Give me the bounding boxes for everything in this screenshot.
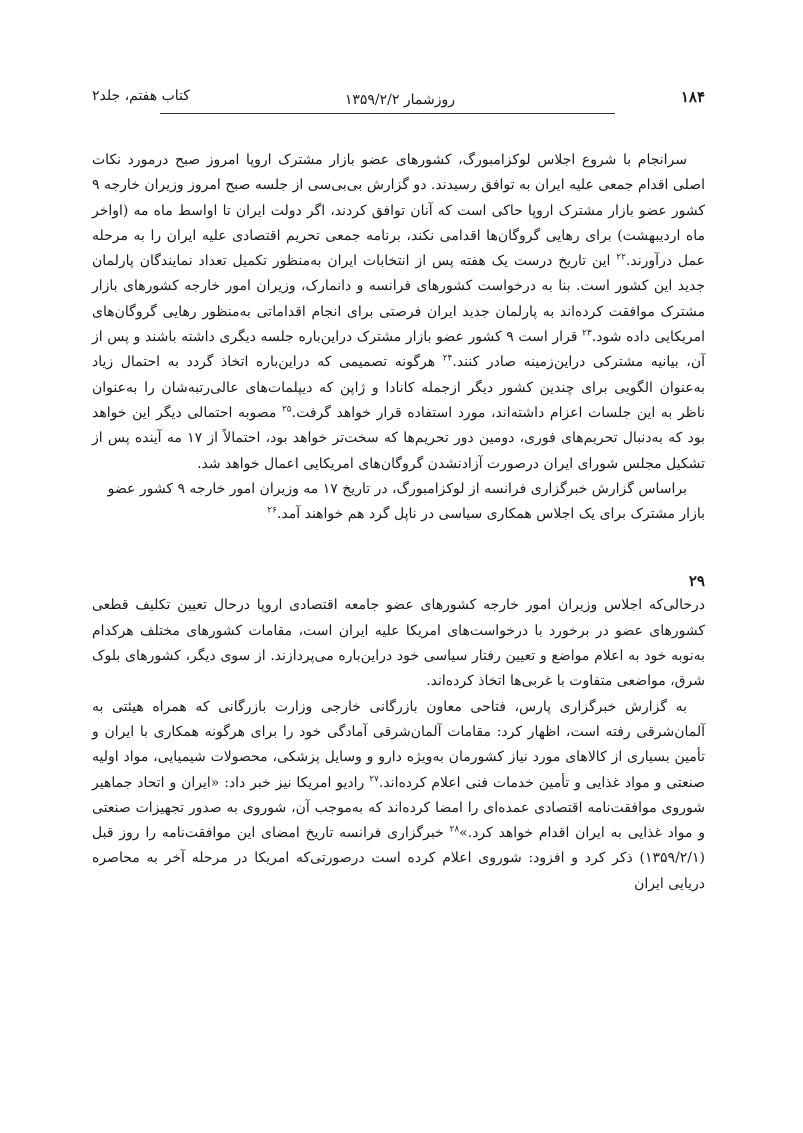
footnote-ref: ۲۲ [616,252,626,263]
text: مصوبه احتمالی دیگر این خواهد بود که به‌دنبال تحریم‌های فوری، دومین دور تحریم‌ها که سخت‌تر خواهد بود، احتمالاً از ۱۷ مه آینده پس از تشکیل مجلس شورای ایران درصورت آزادنشدن گروگان‌های امریکایی اعمال خواهد شد. [92,404,705,472]
entry-number: ۲۹ [688,572,705,591]
section-gap [92,527,705,569]
text: سرانجام با شروع اجلاس لوکزامبورگ، کشورهای عضو بازار مشترک اروپا امروز صبح درمورد نکات اصلی اقدام جمعی علیه ایران به توافق رسیدند. دو گزارش بی‌بی‌سی از جلسه صبح امروز وزیران خارجه ۹ کشور عضو بازار مشترک اروپا حاکی است که آنان توافق کردند، اگر دولت ایران تا اواسط ماه مه (اواخر ماه اردیبهشت) برای رهایی گروگان‌ها اقدامی نکند، برنامه جمعی تحریم اقتصادی علیه ایران را به مرحله عمل درآورند. [92,152,705,270]
text: براساس گزارش خبرگزاری فرانسه از لوکزامبورگ، در تاریخ ۱۷ مه وزیران امور خارجه ۹ کشور عضو بازار مشترک برای یک اجلاس همکاری سیاسی در ناپل گرد هم خواهند آمد. [107,480,705,523]
paragraph-naples [92,477,705,528]
paragraph-luxembourg [92,148,705,477]
footnote-ref: ۲۳ [582,328,592,339]
page-body [92,148,705,897]
footnote-ref: ۲۶ [267,505,277,516]
footnote-ref: ۲۵ [281,404,292,415]
text: به گزارش خبرگزاری پارس، فتاحی معاون بازرگانی خارجی وزارت بازرگانی که همراه هیئتی به آلمان‌شرقی رفته است، اظهار کرد: مقامات آلمان‌شرقی آمادگی خود را برای هرگونه همکاری با ایران و تأمین بسیاری از کالاهای مورد نیاز کشورمان به‌ویژه دارو و وسایل پزشکی، محصولات شیمیایی، مواد اولیه صنعتی و مواد غذایی و تأمین خدمات فنی اعلام کرده‌اند. [92,698,705,791]
footnote-ref: ۲۴ [442,353,453,364]
text: درحالی‌که اجلاس وزیران امور خارجه کشورهای عضو جامعه اقتصادی اروپا درحال تعیین تکلیف قطعی کشورهای عضو در برخورد با درخواست‌های امریکا علیه ایران است، مقامات کشورهای مختلف هرکدام به‌نوبه خود به اعلام مواضع و تعیین رفتار سیاسی خود دراین‌باره می‌پردازند. از سوی دیگر، کشورهای بلوک شرق، مواضعی متفاوت با غربی‌ها اتخاذ کرده‌اند. [92,597,705,690]
footnote-ref: ۲۸ [449,824,460,835]
paragraph-east-germany [92,695,705,897]
text: رادیو امریکا نیز خبر داد: «ایران و اتحاد جماهیر شوروی موافقت‌نامه اقتصادی عمده‌ای را امضا کرده‌اند که به‌موجب آن، شوروی به صدور تجهیزات صنعتی و مواد غذایی به ایران اقدام خواهد کرد.» [92,774,705,842]
paragraph-eec-positions [92,593,705,694]
text: خبرگزاری فرانسه تاریخ امضای این موافقت‌نامه را روز قبل (۱۳۵۹/۲/۱) ذکر کرد و افزود: شوروی اعلام کرده است درصورتی‌که امریکا در مرحله آخر به محاصره دریایی ایران [92,825,706,892]
text: هرگونه تصمیمی که دراین‌باره اتخاذ گردد به احتمال زیاد به‌عنوان الگویی برای چندین کشور دیگر ازجمله کانادا و ژاپن که دیپلمات‌های عالی‌رتبه‌شان را به‌عنوان ناظر به این جلسات اعزام داشته‌اند، مورد استفاده قرار خواهد گرفت. [92,354,705,421]
chronology-date: روزشمار ۱۳۵۹/۲/۲ [344,92,455,108]
text: قرار است ۹ کشور عضو بازار مشترک دراین‌باره جلسه دیگری داشته باشند و پس از آن، بیانیه مشترکی دراین‌زمینه صادر کنند. [92,329,705,371]
book-title: کتاب هفتم، جلد۲ [92,88,190,104]
text: این تاریخ درست یک هفته پس از انتخابات ایران به‌منظور تکمیل تعداد نمایندگان پارلمان جدید این کشور است. بنا به درخواست کشورهای فرانسه و دانمارک، وزیران امور خارجه کشورهای بازار مشترک موافقت کرده‌اند به پارلمان جدید ایران فرصتی برای انجام اقداماتی به‌منظور رهایی گروگان‌های امریکایی داده شود. [92,253,705,346]
page-number: ۱۸۴ [680,88,705,106]
footnote-ref: ۲۷ [369,773,379,784]
header-rule [160,113,615,114]
